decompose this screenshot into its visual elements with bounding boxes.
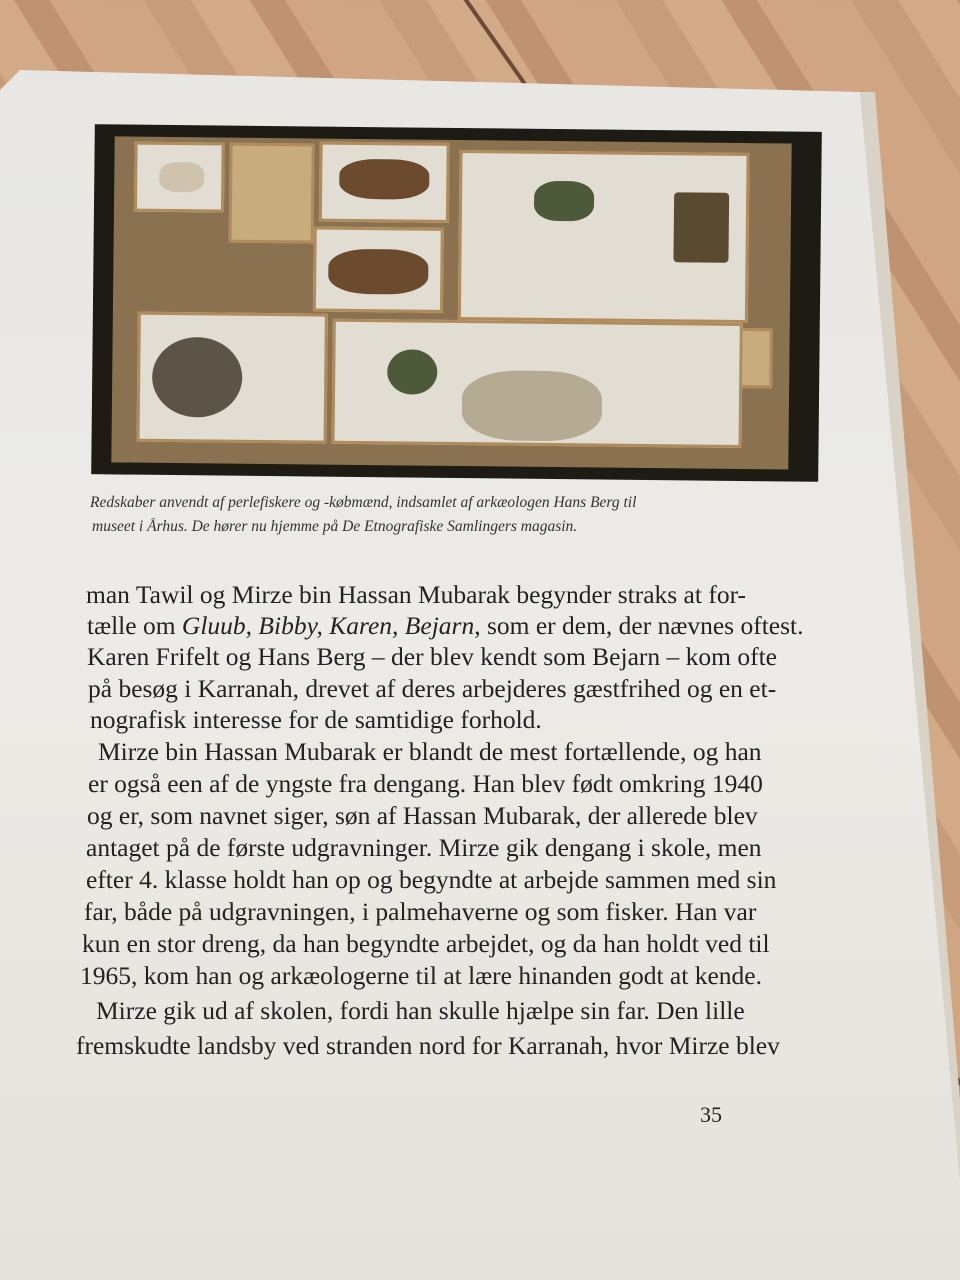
body-text-line (88, 769, 763, 799)
text-run: Mirze gik ud af skolen, fordi han skulle hjælpe sin far. Den lille (96, 996, 745, 1025)
body-text-line (90, 705, 542, 735)
text-run: tælle om (87, 611, 182, 640)
text-run: antaget på de første udgravninger. Mirze gik dengang i skole, men (86, 833, 762, 862)
text-run: på besøg i Karranah, drevet af deres arbejderes gæstfrihed og en et- (88, 674, 777, 703)
body-text-line (76, 1031, 780, 1061)
page-number: 35 (700, 1102, 722, 1127)
text-run: Karen Frifelt og Hans Berg – der blev kendt som Bejarn – kom ofte (87, 642, 777, 671)
text-run: og er, som navnet siger, søn af Hassan Mubarak, der allerede blev (87, 801, 758, 830)
text-run: man Tawil og Mirze bin Hassan Mubarak begynder straks at for- (86, 580, 747, 609)
body-text-line (84, 897, 757, 927)
text-run: 1965, kom han og arkæologerne til at lære hinanden godt at kende. (80, 961, 762, 990)
italic-names: Gluub, Bibby, Karen, Bejarn (181, 611, 475, 640)
text-run: nografisk interesse for de samtidige forhold. (90, 705, 542, 734)
text-run: Mirze bin Hassan Mubarak er blandt de mest fortællende, og han (98, 737, 762, 766)
body-text-line (96, 996, 745, 1026)
body-text-line (80, 961, 762, 991)
artifact-photo (91, 124, 822, 482)
text-run: far, både på udgravningen, i palmehaverne og som fisker. Han var (84, 897, 757, 926)
body-text-line (87, 642, 777, 672)
body-text-line (82, 929, 770, 959)
photo-caption-line: museet i Århus. De hører nu hjemme på De Etnografiske Samlingers magasin. (92, 518, 578, 535)
body-text-line (86, 833, 762, 863)
text-run: fremskudte landsby ved stranden nord for Karranah, hvor Mirze blev (76, 1031, 780, 1060)
body-text-line (88, 674, 777, 704)
text-run: efter 4. klasse holdt han op og begyndte at arbejde sammen med sin (86, 865, 777, 894)
body-text-line (87, 801, 758, 831)
body-text-line (86, 580, 747, 610)
text-run: , som er dem, der nævnes oftest. (474, 611, 804, 640)
text-run: er også een af de yngste fra dengang. Han blev født omkring 1940 (88, 769, 763, 798)
artifact-tray (111, 136, 791, 469)
body-text-line (87, 611, 804, 641)
photo-caption-line: Redskaber anvendt af perlefiskere og -købmænd, indsamlet af arkæologen Hans Berg til (90, 494, 637, 511)
body-text-line (98, 737, 762, 767)
text-run: kun en stor dreng, da han begyndte arbejdet, og da han holdt ved til (82, 929, 770, 958)
body-text-line (86, 865, 777, 895)
